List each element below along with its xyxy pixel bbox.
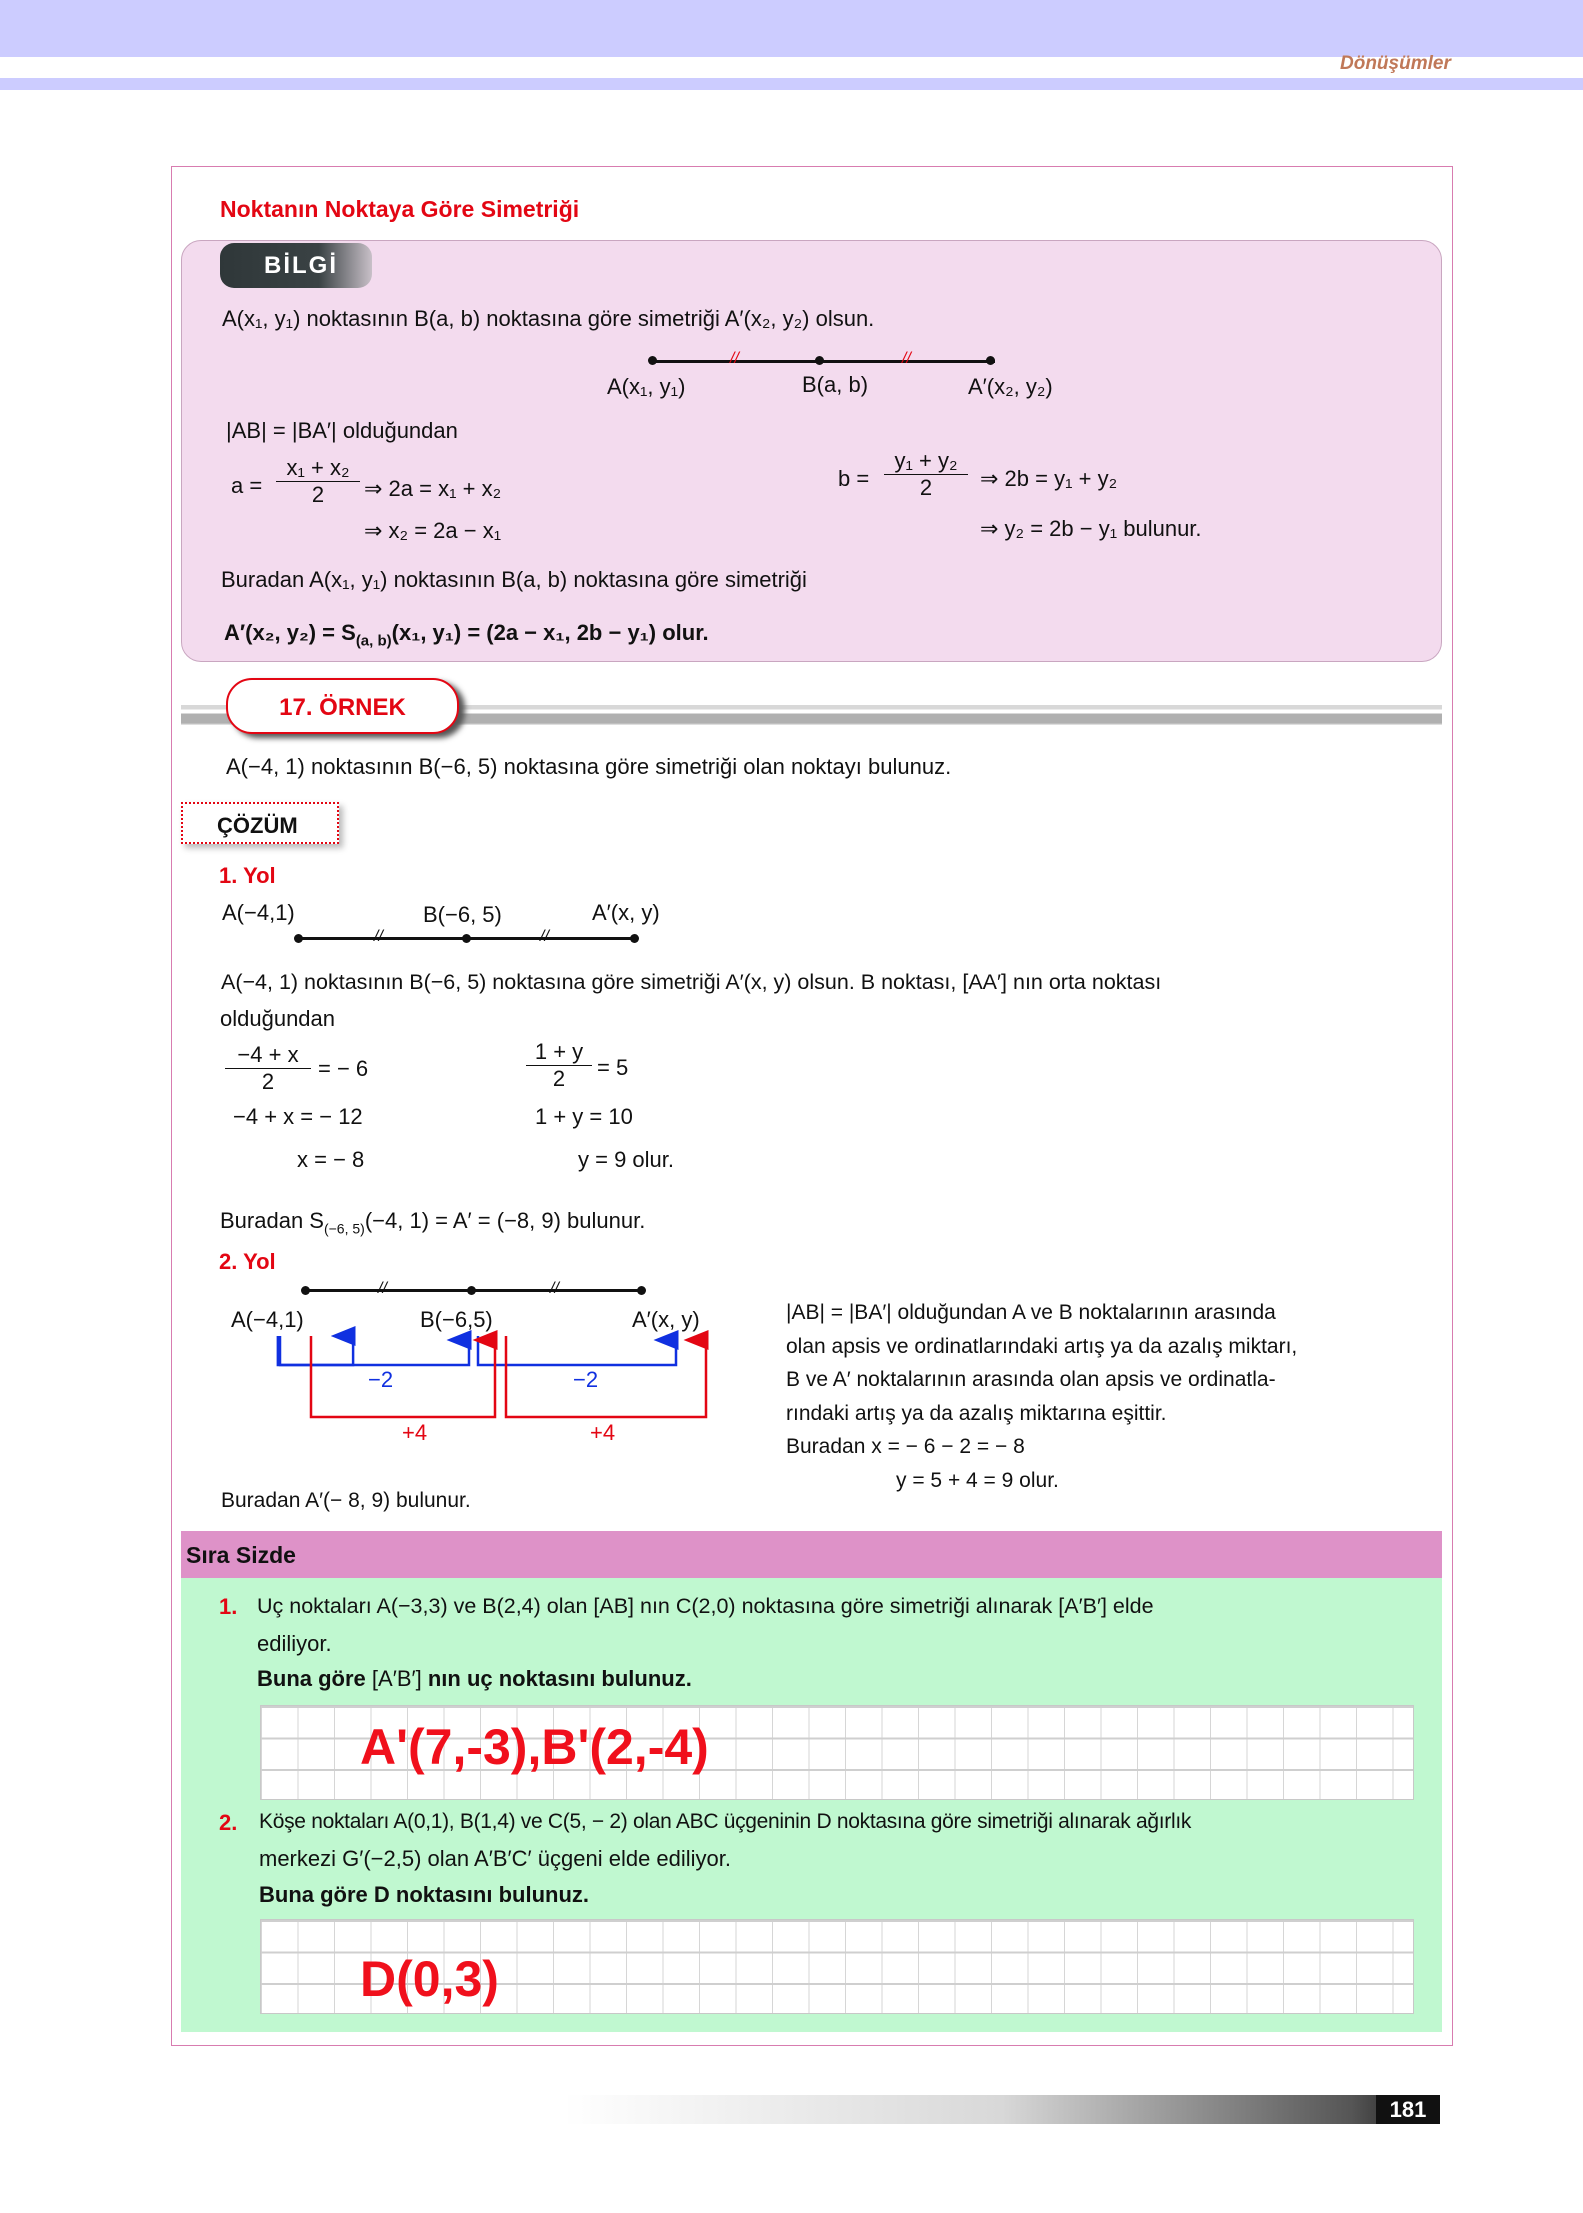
equal-tick-mark: // [378, 1280, 387, 1297]
blue-bracket-1 [280, 1336, 469, 1365]
chapter-title: Dönüşümler [1340, 53, 1451, 74]
result-post: (−4, 1) = A′ = (−8, 9) bulunur. [364, 1208, 646, 1233]
y-step3: y = 9 olur. [578, 1147, 675, 1172]
b-line2: ⇒ y₂ = 2b − y₁ bulunur. [980, 516, 1202, 541]
minus-two-label: −2 [573, 1367, 599, 1392]
info-badge: BİLGİ [220, 243, 372, 288]
b-lhs: b = [838, 466, 870, 491]
a-lhs: a = [231, 473, 263, 498]
label-a-prime: A′(x₂, y₂) [968, 374, 1053, 399]
formula-right: (x₁, y₁) = (2a − x₁, 2b − y₁) olur. [391, 620, 709, 645]
way1-text1: A(−4, 1) noktasının B(−6, 5) noktasına göre simetriği A′(x, y) olsun. B noktası, [AA′] nın orta noktası [221, 970, 1162, 994]
way1-label-a: A(−4,1) [222, 900, 295, 925]
plus-four-label: +4 [590, 1420, 616, 1445]
equal-tick-mark: // [374, 928, 383, 945]
question-number: 2. [219, 1810, 238, 1835]
explanation-line: B ve A′ noktalarının arasında olan apsis ve ordinatla- [786, 1368, 1276, 1391]
question-number: 1. [219, 1594, 238, 1619]
equal-tick-mark: // [540, 928, 549, 945]
question-prompt: Buna göre D noktasını bulunuz. [259, 1882, 589, 1907]
explanation-line: olan apsis ve ordinatlarındaki artış ya da azalış miktarı, [786, 1334, 1298, 1358]
example-badge: 17. ÖRNEK [226, 678, 459, 734]
label-a: A(x₁, y₁) [607, 374, 686, 399]
explanation-line: |AB| = |BA′| olduğundan A ve B noktalarının arasında [786, 1301, 1276, 1324]
plus-four-label: +4 [402, 1420, 428, 1445]
handwritten-answer: D(0,3) [360, 1951, 499, 2007]
equal-tick-mark: // [902, 350, 911, 367]
question-prompt [257, 1666, 692, 1692]
equal-length-text: |AB| = |BA′| olduğundan [226, 418, 458, 443]
label-b: B(a, b) [802, 372, 869, 397]
result-pre: Buradan S [220, 1208, 324, 1233]
prompt-mid: [A′B′] [365, 1666, 428, 1691]
blue-bracket [278, 1336, 353, 1365]
handwritten-answer: A'(7,-3),B'(2,-4) [360, 1719, 709, 1775]
section-title: Noktanın Noktaya Göre Simetriği [220, 196, 580, 222]
calc-x: Buradan x = − 6 − 2 = − 8 [786, 1435, 1025, 1458]
equal-tick-mark: // [730, 350, 739, 367]
way2-label-a: A(−4,1) [231, 1307, 304, 1332]
prompt-pre: Buna göre [257, 1666, 366, 1691]
denominator: 2 [311, 482, 325, 507]
x-rhs: = − 6 [318, 1056, 369, 1081]
formula-left: A′(x₂, y₂) = S [224, 620, 356, 645]
way1-title: 1. Yol [219, 863, 276, 888]
result-subscript: (−6, 5) [323, 1220, 365, 1237]
denominator: 2 [919, 475, 933, 500]
numerator: −4 + x [225, 1042, 311, 1069]
prompt-post: nın uç noktasını bulunuz. [427, 1666, 692, 1691]
numerator: y₁ + y₂ [884, 448, 968, 475]
red-bracket-1 [311, 1336, 495, 1417]
way1-label-b: B(−6, 5) [423, 902, 502, 927]
info-conclusion: Buradan A(x₁, y₁) noktasının B(a, b) noktasına göre simetriği [221, 567, 807, 592]
blue-bracket-2 [478, 1336, 676, 1365]
question-text: merkezi G′(−2,5) olan A′B′C′ üçgeni elde ediliyor. [259, 1846, 732, 1871]
question-text: ediliyor. [257, 1631, 332, 1656]
way2-label-b: B(−6,5) [420, 1307, 493, 1332]
way2-label-a-prime: A′(x, y) [632, 1307, 700, 1332]
way2-explanation [786, 1296, 1297, 1464]
formula-subscript: (a, b) [355, 632, 392, 650]
minus-two-label: −2 [368, 1367, 394, 1392]
a-line2: ⇒ x₂ = 2a − x₁ [364, 518, 502, 543]
way2-result: Buradan A′(− 8, 9) bulunur. [221, 1489, 471, 1512]
way1-text2: olduğundan [220, 1006, 336, 1031]
footer-bar [564, 2095, 1440, 2124]
denominator: 2 [552, 1066, 566, 1091]
a-rhs: ⇒ 2a = x₁ + x₂ [364, 476, 502, 501]
denominator: 2 [261, 1069, 275, 1094]
practice-header: Sıra Sizde [181, 1531, 1442, 1578]
page-number: 181 [1376, 2095, 1440, 2124]
x-step3: x = − 8 [297, 1147, 365, 1172]
solution-badge: ÇÖZÜM [181, 802, 339, 844]
explanation-line: rındaki artış ya da azalış miktarına eşittir. [786, 1401, 1167, 1425]
b-rhs: ⇒ 2b = y₁ + y₂ [980, 466, 1118, 491]
question-text: Uç noktaları A(−3,3) ve B(2,4) olan [AB] nın C(2,0) noktasına göre simetriği alınarak [A′B′] elde [257, 1594, 1154, 1618]
way2-title: 2. Yol [219, 1249, 276, 1274]
calc-y: y = 5 + 4 = 9 olur. [896, 1469, 1059, 1492]
x-step2: −4 + x = − 12 [233, 1104, 363, 1129]
equal-tick-mark: // [550, 1280, 559, 1297]
info-line1: A(x₁, y₁) noktasının B(a, b) noktasına göre simetriği A′(x₂, y₂) olsun. [222, 306, 875, 331]
example-question: A(−4, 1) noktasının B(−6, 5) noktasına göre simetriği olan noktayı bulunuz. [226, 754, 952, 779]
numerator: x₁ + x₂ [276, 455, 360, 482]
y-step2: 1 + y = 10 [535, 1104, 633, 1129]
y-rhs: = 5 [597, 1055, 629, 1080]
way1-label-a-prime: A′(x, y) [592, 900, 660, 925]
numerator: 1 + y [526, 1039, 592, 1066]
question-text: Köşe noktaları A(0,1), B(1,4) ve C(5, − 2) olan ABC üçgeninin D noktasına göre simetriği alınarak ağırlık [259, 1810, 1192, 1833]
